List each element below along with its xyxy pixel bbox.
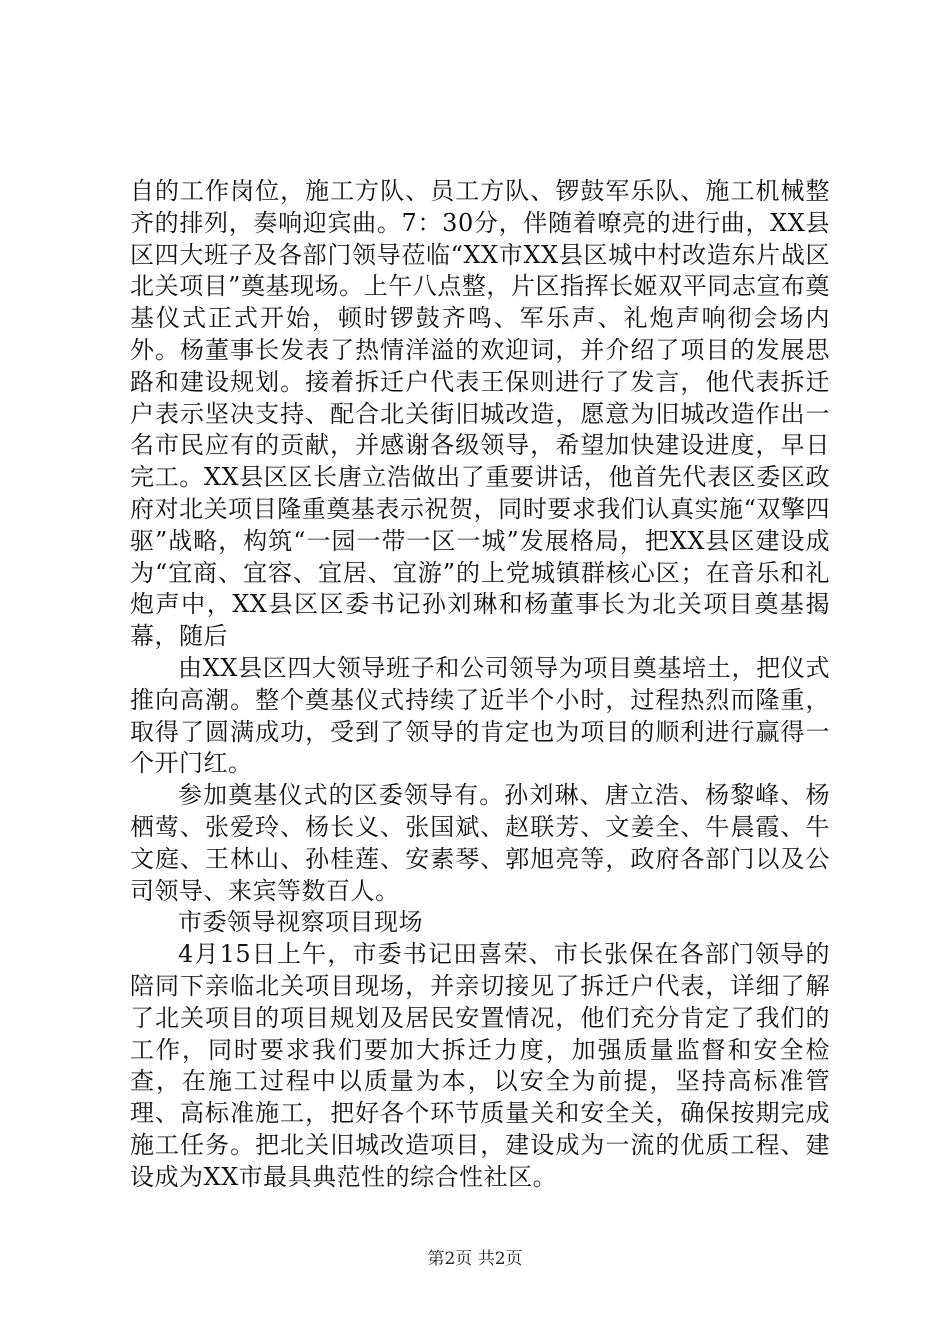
paragraph-city-inspection: 4月15日上午，市委书记田喜荣、市长张保在各部门领导的陪同下亲临北关项目现场，并亲切接见了拆迁户代表，详细了解了北关项目的项目规划及居民安置情况，他们充分肯定了我们的工作，同时要求我们要加大拆迁力度，加强质量监督和安全检查，在施工过程中以质量为本，以安全为前提，坚持高标准管理、高标准施工，把好各个环节质量关和安全关，确保按期完成施工任务。把北关旧城改造项目，建设成为一流的优质工程、建设成为XX市最具典范性的综合性社区。 [130, 940, 830, 1191]
paragraph-ceremony-continued: 自的工作岗位，施工方队、员工方队、锣鼓军乐队、施工机械整齐的排列，奏响迎宾曲。7：30分，伴随着嘹亮的进行曲，XX县区四大班子及各部门领导莅临“XX市XX县区城中村改造东片战区北关项目”奠基现场。上午八点整，片区指挥长姬双平同志宣布奠基仪式正式开始，顿时锣鼓齐鸣、军乐声、礼炮声响彻会场内外。杨董事长发表了热情洋溢的欢迎词，并介绍了项目的发展思路和建设规划。接着拆迁户代表王保则进行了发言，他代表拆迁户表示坚决支持、配合北关街旧城改造，愿意为旧城改造作出一名市民应有的贡献，并感谢各级领导，希望加快建设进度，早日完工。XX县区区长唐立浩做出了重要讲话，他首先代表区委区政府对北关项目隆重奠基表示祝贺，同时要求我们认真实施“双擎四驱”战略，构筑“一园一带一区一城”发展格局，把XX县区建设成为“宜商、宜容、宜居、宜游”的上党城镇群核心区；在音乐和礼炮声中，XX县区区委书记孙刘琳和杨董事长为北关项目奠基揭幕，随后 [130, 177, 830, 651]
paragraph-ceremony-climax: 由XX县区四大领导班子和公司领导为项目奠基培土，把仪式推向高潮。整个奠基仪式持续了近半个小时，过程热烈而隆重，取得了圆满成功，受到了领导的肯定也为项目的顺利进行赢得一个开门红。 [130, 653, 830, 778]
section-heading: 市委领导视察项目现场 [178, 908, 423, 937]
document-body [130, 176, 830, 1194]
paragraph-attending-leaders: 参加奠基仪式的区委领导有。孙刘琳、唐立浩、杨黎峰、杨栖莺、张爱玲、杨长义、张国斌、赵联芳、文姜全、牛晨霞、牛文庭、王林山、孙桂莲、安素琴、郭旭亮等，政府各部门以及公司领导、来宾等数百人。 [130, 781, 830, 905]
page-footer: 第2页 共2页 [427, 1249, 523, 1269]
